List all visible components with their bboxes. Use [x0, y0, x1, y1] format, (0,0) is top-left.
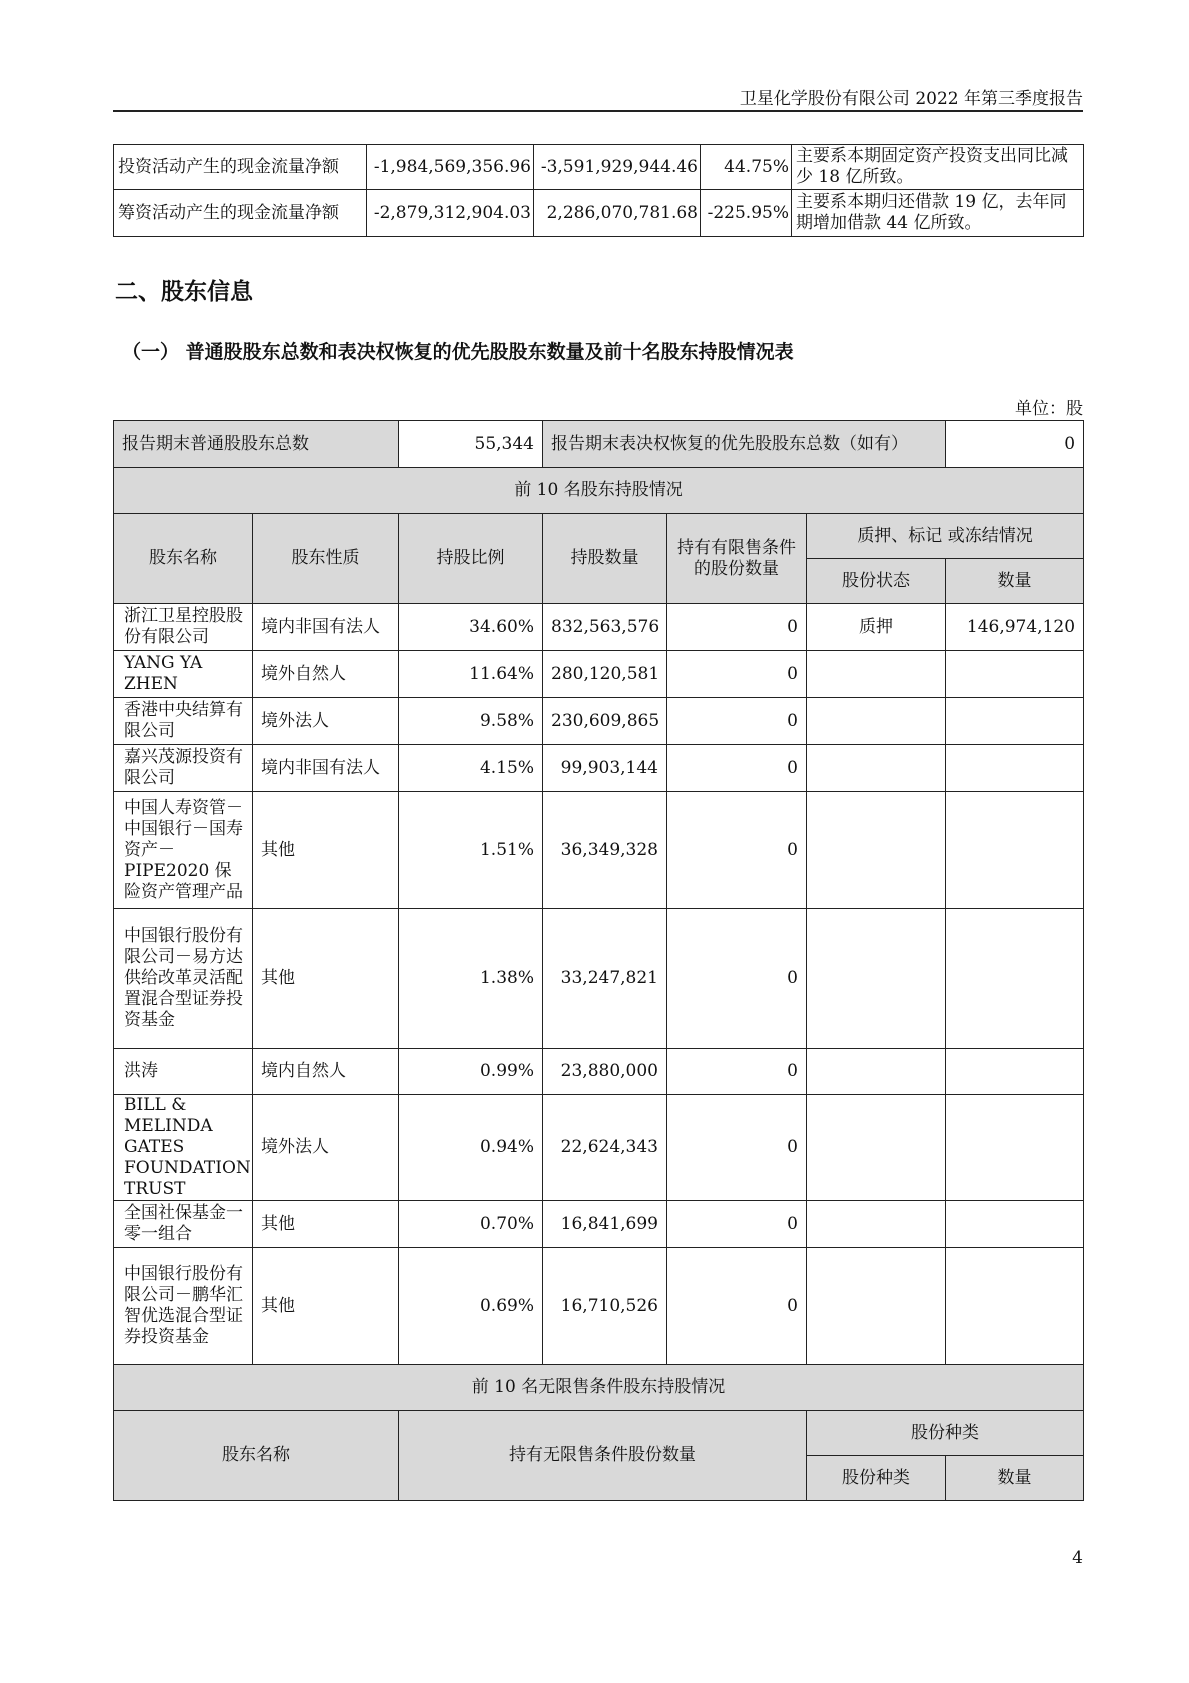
- cashflow-row: [114, 190, 1084, 237]
- holder-quantity: 99,903,144: [543, 745, 667, 792]
- cashflow-table: [113, 144, 1084, 237]
- holder-ratio: 11.64%: [399, 651, 543, 698]
- holder-quantity: 33,247,821: [543, 909, 667, 1049]
- holder-nature: 境外法人: [253, 1095, 399, 1201]
- holder-nature: 其他: [253, 1248, 399, 1365]
- holder-nature: 其他: [253, 1201, 399, 1248]
- holder-quantity: 36,349,328: [543, 792, 667, 909]
- cashflow-current: -1,984,569,356.96: [367, 145, 534, 190]
- pref-holders-label: 报告期末表决权恢复的优先股股东总数（如有）: [543, 421, 946, 468]
- holder-name: 香港中央结算有限公司: [114, 698, 253, 745]
- table-row: [114, 792, 1084, 909]
- pledge-status: [807, 1248, 946, 1365]
- holder-restricted: 0: [667, 604, 807, 651]
- holder-restricted: 0: [667, 1201, 807, 1248]
- table-row: [114, 1049, 1084, 1095]
- cashflow-label: 筹资活动产生的现金流量净额: [114, 190, 367, 237]
- header-restricted: 持有有限售条件的股份数量: [667, 514, 807, 604]
- report-title: 卫星化学股份有限公司 2022 年第三季度报告: [739, 89, 1083, 109]
- table-row: [114, 651, 1084, 698]
- holder-quantity: 16,841,699: [543, 1201, 667, 1248]
- holder-name: 中国人寿资管－中国银行－国寿资产－PIPE2020 保险资产管理产品: [114, 792, 253, 909]
- holder-nature: 境外法人: [253, 698, 399, 745]
- pledge-status: [807, 745, 946, 792]
- holder-nature: 境内自然人: [253, 1049, 399, 1095]
- unrestricted-header-name: 股东名称: [114, 1411, 399, 1501]
- pledge-quantity: [946, 792, 1084, 909]
- subsection-heading: （一） 普通股股东总数和表决权恢复的优先股股东数量及前十名股东持股情况表: [122, 341, 794, 363]
- unrestricted-title-row: [114, 1365, 1084, 1411]
- cashflow-label: 投资活动产生的现金流量净额: [114, 145, 367, 190]
- holder-restricted: 0: [667, 1049, 807, 1095]
- pledge-status: [807, 1201, 946, 1248]
- pref-holders-value: 0: [946, 421, 1084, 468]
- cashflow-change: -225.95%: [701, 190, 792, 237]
- summary-row: [114, 421, 1084, 468]
- pledge-quantity: [946, 1049, 1084, 1095]
- holder-name: BILL & MELINDA GATES FOUNDATION TRUST: [114, 1095, 253, 1201]
- holder-restricted: 0: [667, 651, 807, 698]
- holder-name: 嘉兴茂源投资有限公司: [114, 745, 253, 792]
- pledge-quantity: [946, 909, 1084, 1049]
- holder-ratio: 34.60%: [399, 604, 543, 651]
- holder-restricted: 0: [667, 698, 807, 745]
- common-holders-label: 报告期末普通股股东总数: [114, 421, 399, 468]
- top10-title-row: [114, 468, 1084, 514]
- header-pledge-qty: 数量: [946, 559, 1084, 604]
- pledge-quantity: [946, 651, 1084, 698]
- holder-restricted: 0: [667, 1095, 807, 1201]
- header-nature: 股东性质: [253, 514, 399, 604]
- holder-restricted: 0: [667, 909, 807, 1049]
- cashflow-row: [114, 145, 1084, 190]
- holder-name: 浙江卫星控股股份有限公司: [114, 604, 253, 651]
- header-pledge-group: 质押、标记 或冻结情况: [807, 514, 1084, 559]
- page-header: [113, 82, 1083, 112]
- holder-ratio: 9.58%: [399, 698, 543, 745]
- holder-name: 中国银行股份有限公司－易方达供给改革灵活配置混合型证券投资基金: [114, 909, 253, 1049]
- holder-quantity: 16,710,526: [543, 1248, 667, 1365]
- holder-nature: 其他: [253, 909, 399, 1049]
- header-pledge-status: 股份状态: [807, 559, 946, 604]
- holder-quantity: 832,563,576: [543, 604, 667, 651]
- table-row: [114, 1095, 1084, 1201]
- table-row: [114, 1201, 1084, 1248]
- cashflow-prior: -3,591,929,944.46: [534, 145, 701, 190]
- unit-label: 单位：股: [1015, 399, 1083, 419]
- header-name: 股东名称: [114, 514, 253, 604]
- holder-name: 中国银行股份有限公司－鹏华汇智优选混合型证券投资基金: [114, 1248, 253, 1365]
- unrestricted-header-type-group: 股份种类: [807, 1411, 1084, 1456]
- holder-name: YANG YA ZHEN: [114, 651, 253, 698]
- holder-nature: 境内非国有法人: [253, 745, 399, 792]
- pledge-status: [807, 1095, 946, 1201]
- pledge-quantity: [946, 1095, 1084, 1201]
- pledge-status: [807, 698, 946, 745]
- holder-restricted: 0: [667, 1248, 807, 1365]
- pledge-status: [807, 909, 946, 1049]
- pledge-status: 质押: [807, 604, 946, 651]
- holder-ratio: 4.15%: [399, 745, 543, 792]
- holder-ratio: 1.38%: [399, 909, 543, 1049]
- pledge-quantity: [946, 698, 1084, 745]
- holder-quantity: 23,880,000: [543, 1049, 667, 1095]
- holder-quantity: 230,609,865: [543, 698, 667, 745]
- cashflow-current: -2,879,312,904.03: [367, 190, 534, 237]
- pledge-quantity: [946, 1201, 1084, 1248]
- unrestricted-header-qty: 数量: [946, 1456, 1084, 1501]
- header-ratio: 持股比例: [399, 514, 543, 604]
- pledge-status: [807, 792, 946, 909]
- holder-name: 全国社保基金一零一组合: [114, 1201, 253, 1248]
- holder-quantity: 22,624,343: [543, 1095, 667, 1201]
- holder-nature: 境外自然人: [253, 651, 399, 698]
- cashflow-reason: 主要系本期归还借款 19 亿，去年同期增加借款 44 亿所致。: [792, 190, 1084, 237]
- holder-ratio: 0.70%: [399, 1201, 543, 1248]
- holder-ratio: 0.69%: [399, 1248, 543, 1365]
- holder-name: 洪涛: [114, 1049, 253, 1095]
- cashflow-prior: 2,286,070,781.68: [534, 190, 701, 237]
- pledge-quantity: [946, 745, 1084, 792]
- cashflow-change: 44.75%: [701, 145, 792, 190]
- section-heading: 二、股东信息: [115, 279, 253, 305]
- holder-restricted: 0: [667, 792, 807, 909]
- unrestricted-header-row: [114, 1411, 1084, 1456]
- pledge-status: [807, 1049, 946, 1095]
- holder-restricted: 0: [667, 745, 807, 792]
- top10-title: 前 10 名股东持股情况: [114, 468, 1084, 514]
- holder-quantity: 280,120,581: [543, 651, 667, 698]
- top10-header-row: [114, 514, 1084, 559]
- pledge-quantity: [946, 1248, 1084, 1365]
- holder-ratio: 1.51%: [399, 792, 543, 909]
- cashflow-reason: 主要系本期固定资产投资支出同比减少 18 亿所致。: [792, 145, 1084, 190]
- pledge-quantity: 146,974,120: [946, 604, 1084, 651]
- holder-nature: 境内非国有法人: [253, 604, 399, 651]
- table-row: [114, 909, 1084, 1049]
- header-quantity: 持股数量: [543, 514, 667, 604]
- table-row: [114, 604, 1084, 651]
- table-row: [114, 698, 1084, 745]
- common-holders-value: 55,344: [399, 421, 543, 468]
- table-row: [114, 745, 1084, 792]
- unrestricted-header-type: 股份种类: [807, 1456, 946, 1501]
- unrestricted-title: 前 10 名无限售条件股东持股情况: [114, 1365, 1084, 1411]
- holder-ratio: 0.99%: [399, 1049, 543, 1095]
- page-number: 4: [1072, 1548, 1083, 1568]
- shareholder-table: [113, 420, 1084, 1501]
- holder-ratio: 0.94%: [399, 1095, 543, 1201]
- unrestricted-header-quantity: 持有无限售条件股份数量: [399, 1411, 807, 1501]
- table-row: [114, 1248, 1084, 1365]
- pledge-status: [807, 651, 946, 698]
- holder-nature: 其他: [253, 792, 399, 909]
